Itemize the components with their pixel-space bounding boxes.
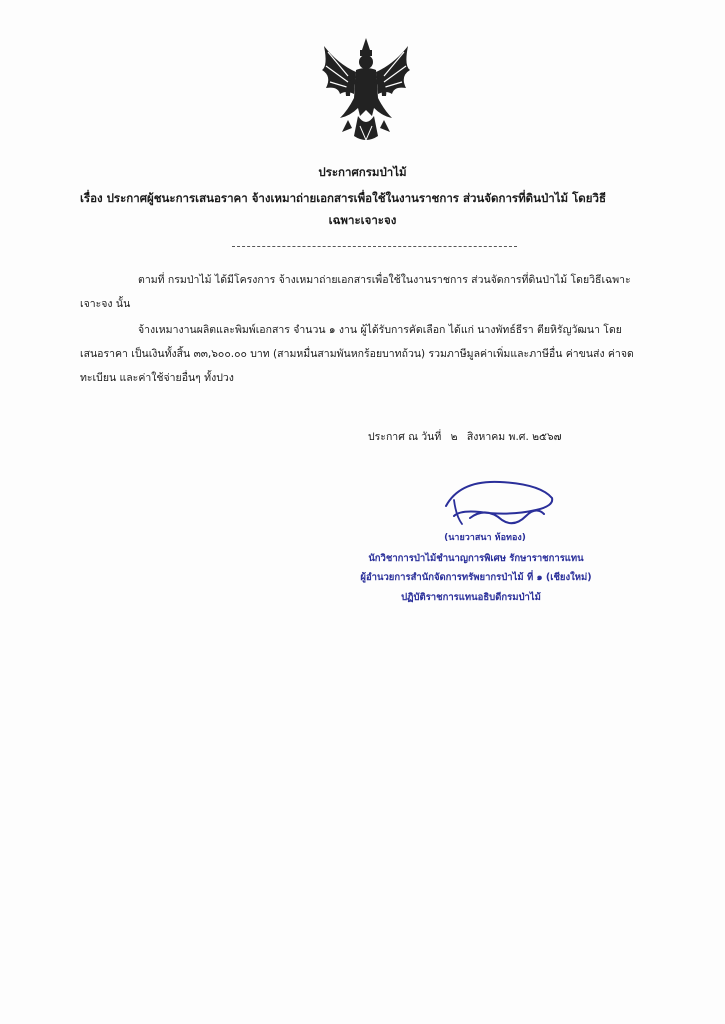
- subject-line: เรื่อง ประกาศผู้ชนะการเสนอราคา จ้างเหมาถ่ายเอกสารเพื่อใช้ในงานราชการ ส่วนจัดการที่ดินป่าไม้ โดยวิธี: [80, 191, 606, 205]
- document-title: ประกาศกรมป่าไม้: [318, 165, 407, 179]
- garuda-emblem-icon: [318, 36, 414, 144]
- signatory-position-3: ปฏิบัติราชการแทนอธิบดีกรมป่าไม้: [401, 592, 541, 603]
- divider: [232, 246, 517, 247]
- handwritten-signature-icon: [440, 476, 560, 528]
- date-prefix: ประกาศ ณ วันที่: [368, 431, 442, 443]
- date-day: ๒: [450, 431, 458, 443]
- date-month-year: สิงหาคม พ.ศ. ๒๕๖๗: [466, 431, 562, 443]
- signatory-name: (นายวาสนา ห้อทอง): [444, 533, 526, 543]
- signatory-position-1: นักวิชาการป่าไม้ชำนาญการพิเศษ รักษาราชการแทน: [368, 553, 584, 564]
- subject-line-continued: เฉพาะเจาะจง: [328, 213, 397, 227]
- body-paragraph-2: จ้างเหมางานผลิตและพิมพ์เอกสาร จำนวน ๑ งาน ผู้ได้รับการคัดเลือก ได้แก่ นางพัทธ์ธีรา ตียหิรัญวัฒนา โดยเสนอราคา เป็นเงินทั้งสิ้น ๓๓,๖๐๐.๐๐ บาท (สามหมื่นสามพันหกร้อยบาทถ้วน) รวมภาษีมูลค่าเพิ่มและภาษีอื่น ค่าขนส่ง ค่าจดทะเบียน และค่าใช้จ่ายอื่นๆ ทั้งปวง: [80, 324, 634, 384]
- announcement-date: [368, 428, 568, 445]
- signatory-position-2: ผู้อำนวยการสำนักจัดการทรัพยากรป่าไม้ ที่ ๑ (เชียงใหม่): [360, 572, 592, 583]
- body-paragraph-1: ตามที่ กรมป่าไม้ ได้มีโครงการ จ้างเหมาถ่ายเอกสารเพื่อใช้ในงานราชการ ส่วนจัดการที่ดินป่าไม้ โดยวิธีเฉพาะเจาะจง นั้น: [80, 274, 631, 310]
